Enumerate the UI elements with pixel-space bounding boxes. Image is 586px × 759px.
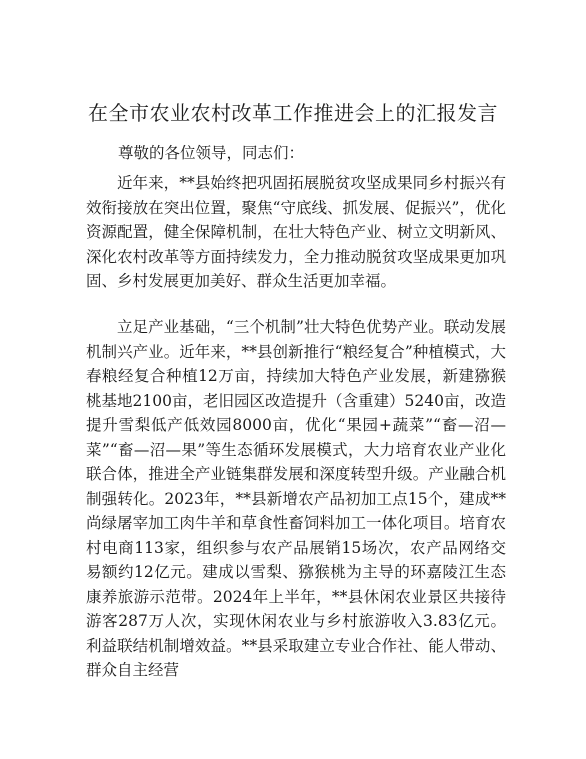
paragraph-industry: 立足产业基础，“三个机制”壮大特色优势产业。联动发展机制兴产业。近年来，**县创新推行“粮经复合”种植模式，大春粮经复合种植12万亩，持续加大特色产业发展，新建猕猴桃基地2100亩，老旧园区改造提升（含重建）5240亩，改造提升雪梨低产低效园8000亩，优化“果园+蔬菜”“畜—沼—菜”“畜—沼—果”等生态循环发展模式，大力培育农业产业化联合体，推进全产业链集群发展和深度转型升级。产业融合机制强转化。2023年，**县新增农产品初加工点15个，建成**尚绿屠宰加工肉牛羊和草食性畜饲料加工一体化项目。培育农村电商113家，组织参与农产品展销15场次，农产品网络交易额约12亿元。建成以雪梨、猕猴桃为主导的环嘉陵江生态康养旅游示范带。2024年上半年，**县休闲农业景区共接待游客287万人次，实现休闲农业与乡村旅游收入3.83亿元。利益联结机制增效益。**县采取建立专业合作社、能人带动、群众自主经营 xyxy=(86,318,506,679)
salutation: 尊敬的各位领导，同志们： xyxy=(118,144,305,162)
paragraph-intro: 近年来，**县始终把巩固拓展脱贫攻坚成果同乡村振兴有效衔接放在突出位置，聚焦“守底线、抓发展、促振兴”，优化资源配置，健全保障机制，在壮大特色产业、树立文明新风、深化农村改革等方面持续发力，全力推动脱贫攻坚成果更加巩固、乡村发展更加美好、群众生活更加幸福。 xyxy=(86,174,506,290)
document-title: 在全市农业农村改革工作推进会上的汇报发言 xyxy=(88,101,498,125)
